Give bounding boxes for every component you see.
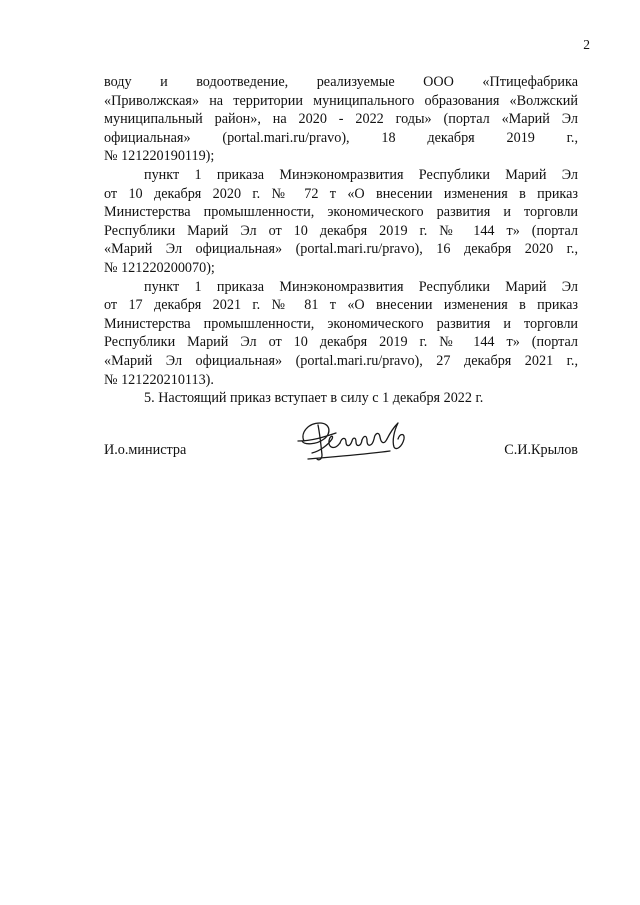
text-line: Министерства промышленности, экономического развития и торговли bbox=[104, 315, 578, 332]
text-line: пункт 1 приказа Минэкономразвития Республики Марий Эл bbox=[144, 278, 578, 295]
paragraph-water-tariffs-tail bbox=[104, 73, 578, 166]
handwritten-signature-icon bbox=[290, 411, 430, 469]
signatory-name: С.И.Крылов bbox=[504, 442, 578, 458]
text-line: от 10 декабря 2020 г. № 72 т «О внесении изменения в приказ bbox=[104, 185, 578, 202]
signature-block bbox=[104, 441, 578, 461]
text-line: пункт 1 приказа Минэкономразвития Республики Марий Эл bbox=[144, 166, 578, 183]
text-line: № 121220190119); bbox=[104, 148, 215, 165]
page-number: 2 bbox=[583, 37, 590, 52]
text-line: «Марий Эл официальная» (portal.mari.ru/pravo), 16 декабря 2020 г., bbox=[104, 241, 578, 258]
paragraph-effective-date bbox=[104, 389, 578, 408]
text-line: от 17 декабря 2021 г. № 81 т «О внесении изменения в приказ bbox=[104, 297, 578, 314]
text-line: № 121220210113). bbox=[104, 371, 214, 388]
document-body bbox=[104, 73, 578, 408]
text-line: воду и водоотведение, реализуемые ООО «Птицефабрика bbox=[104, 74, 578, 90]
text-line: Республики Марий Эл от 10 декабря 2019 г. № 144 т» (портал bbox=[104, 334, 578, 351]
text-line: Министерства промышленности, экономического развития и торговли bbox=[104, 204, 578, 221]
text-line: «Марий Эл официальная» (portal.mari.ru/pravo), 27 декабря 2021 г., bbox=[104, 352, 578, 369]
paragraph-order-72t bbox=[104, 166, 578, 278]
signatory-title: И.о.министра bbox=[104, 442, 187, 458]
paragraph-order-81t bbox=[104, 278, 578, 390]
text-line: № 121220200070); bbox=[104, 259, 215, 276]
text-line: муниципальный район», на 2020 - 2022 годы» (портал «Марий Эл bbox=[104, 111, 578, 128]
text-line: 5. Настоящий приказ вступает в силу с 1 декабря 2022 г. bbox=[144, 390, 484, 407]
text-line: «Приволжская» на территории муниципального образования «Волжский bbox=[104, 92, 578, 109]
text-line: официальная» (portal.mari.ru/pravo), 18 декабря 2019 г., bbox=[104, 129, 578, 146]
text-line: Республики Марий Эл от 10 декабря 2019 г. № 144 т» (портал bbox=[104, 222, 578, 239]
